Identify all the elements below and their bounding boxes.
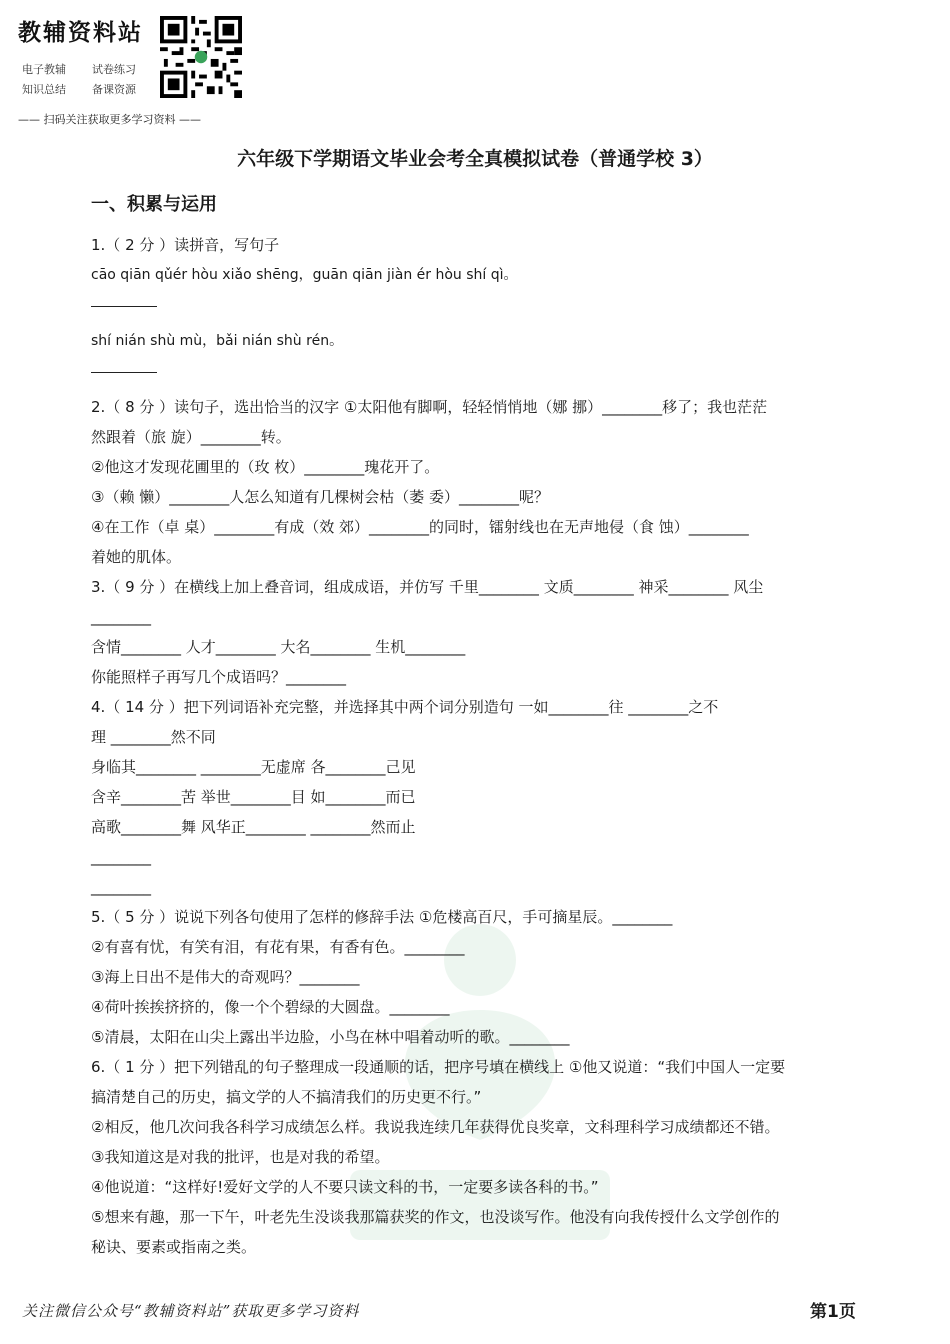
qr-code-icon [160,16,242,98]
question-line: ③海上日出不是伟大的奇观吗？________ [91,968,360,986]
question-line: 高歌________舞 风华正________ ________然而止 [91,818,416,836]
question-line: 你能照样子再写几个成语吗？________ [91,668,347,686]
question-line: ________ [91,608,151,626]
question-line: ④他说道：“这样好!爱好文学的人不要只读文科的书，一定要多读各科的书。” [91,1178,599,1196]
question-line: ⑤清晨，太阳在山尖上露出半边脸，小鸟在林中唱着动听的歌。________ [91,1028,570,1046]
question-line: ③（赖 懒）________人怎么知道有几棵树会枯（萎 委）________呢？ [91,488,549,506]
pinyin-line: cāo qiān qǔér hòu xiǎo shēng，guān qiān jiàn ér hòu shí qì。 [91,267,518,283]
page-number: 第1页 [810,1302,856,1322]
footer-promo-text: 关注微信公众号“教辅资料站”获取更多学习资料 [22,1302,360,1320]
link-ebook: 电子教辅 [22,63,66,76]
link-exercises: 试卷练习 [92,63,136,76]
question-line: ②他这才发现花圃里的（玫 枚）________瑰花开了。 [91,458,440,476]
link-summary: 知识总结 [22,83,66,96]
question-line: ________ [91,848,151,866]
brand-links [22,60,162,100]
question-line: 然跟着（旅 旋）________转。 [91,428,291,446]
pinyin-line: shí nián shù mù，bǎi nián shù rén。 [91,333,344,349]
section-heading: 一、积累与运用 [91,194,217,215]
question-line: 含辛________苦 举世________目 如________而已 [91,788,416,806]
question-line: ②相反，他几次问我各科学习成绩怎么样。我说我连续几年获得优良奖章，文科理科学习成绩都还不错。 [91,1118,780,1136]
question-line: ⑤想来有趣，那一下午，叶老先生没谈我那篇获奖的作文，也没谈写作。他没有向我传授什么文学创作的 [91,1208,780,1226]
question-2-stem: 2.（ 8 分 ）读句子，选出恰当的汉字 ①太阳他有脚啊，轻轻悄悄地（娜 挪）________移了；我也茫茫 [91,398,768,416]
question-3-stem: 3.（ 9 分 ）在横线上加上叠音词，组成成语，并仿写 千里________ 文质________ 神采________ 风尘 [91,578,764,596]
exam-content [91,192,863,1262]
question-line: 身临其________ ________无虚席 各________己见 [91,758,416,776]
answer-blank [91,356,863,374]
question-6-stem: 6.（ 1 分 ）把下列错乱的句子整理成一段通顺的话，把序号填在横线上 ①他又说道：“我们中国人一定要 [91,1058,786,1076]
answer-blank [91,290,863,308]
page-title: 六年级下学期语文毕业会考全真模拟试卷（普通学校 3） [237,148,713,170]
question-5-stem: 5.（ 5 分 ）说说下列各句使用了怎样的修辞手法 ①危楼高百尺，手可摘星辰。________ [91,908,673,926]
question-line: ④在工作（卓 桌）________有成（效 郊）________的同时，镭射线也在无声地侵（食 蚀）________ [91,518,749,536]
question-line: ③我知道这是对我的批评，也是对我的希望。 [91,1148,390,1166]
question-line: 搞清楚自己的历史，搞文学的人不搞清我们的历史更不行。” [91,1088,482,1106]
scan-qr-caption: —— 扫码关注获取更多学习资料 —— [18,113,201,126]
question-line: ________ [91,878,151,896]
link-resources: 备课资源 [92,83,136,96]
question-4-stem: 4.（ 14 分 ）把下列词语补充完整，并选择其中两个词分别造句 一如________往 ________之不 [91,698,719,716]
question-line: 秘诀、要素或指南之类。 [91,1238,257,1256]
question-line: 着她的肌体。 [91,548,182,566]
question-line: 理 ________然不同 [91,728,216,746]
brand-logo-text: 教辅资料站 [18,20,143,46]
question-line: ②有喜有忧，有笑有泪，有花有果，有香有色。________ [91,938,465,956]
question-1-stem: 1.（ 2 分 ）读拼音，写句子 [91,236,280,254]
question-line: 含情________ 人才________ 大名________ 生机________ [91,638,466,656]
question-line: ④荷叶挨挨挤挤的，像一个个碧绿的大圆盘。________ [91,998,450,1016]
